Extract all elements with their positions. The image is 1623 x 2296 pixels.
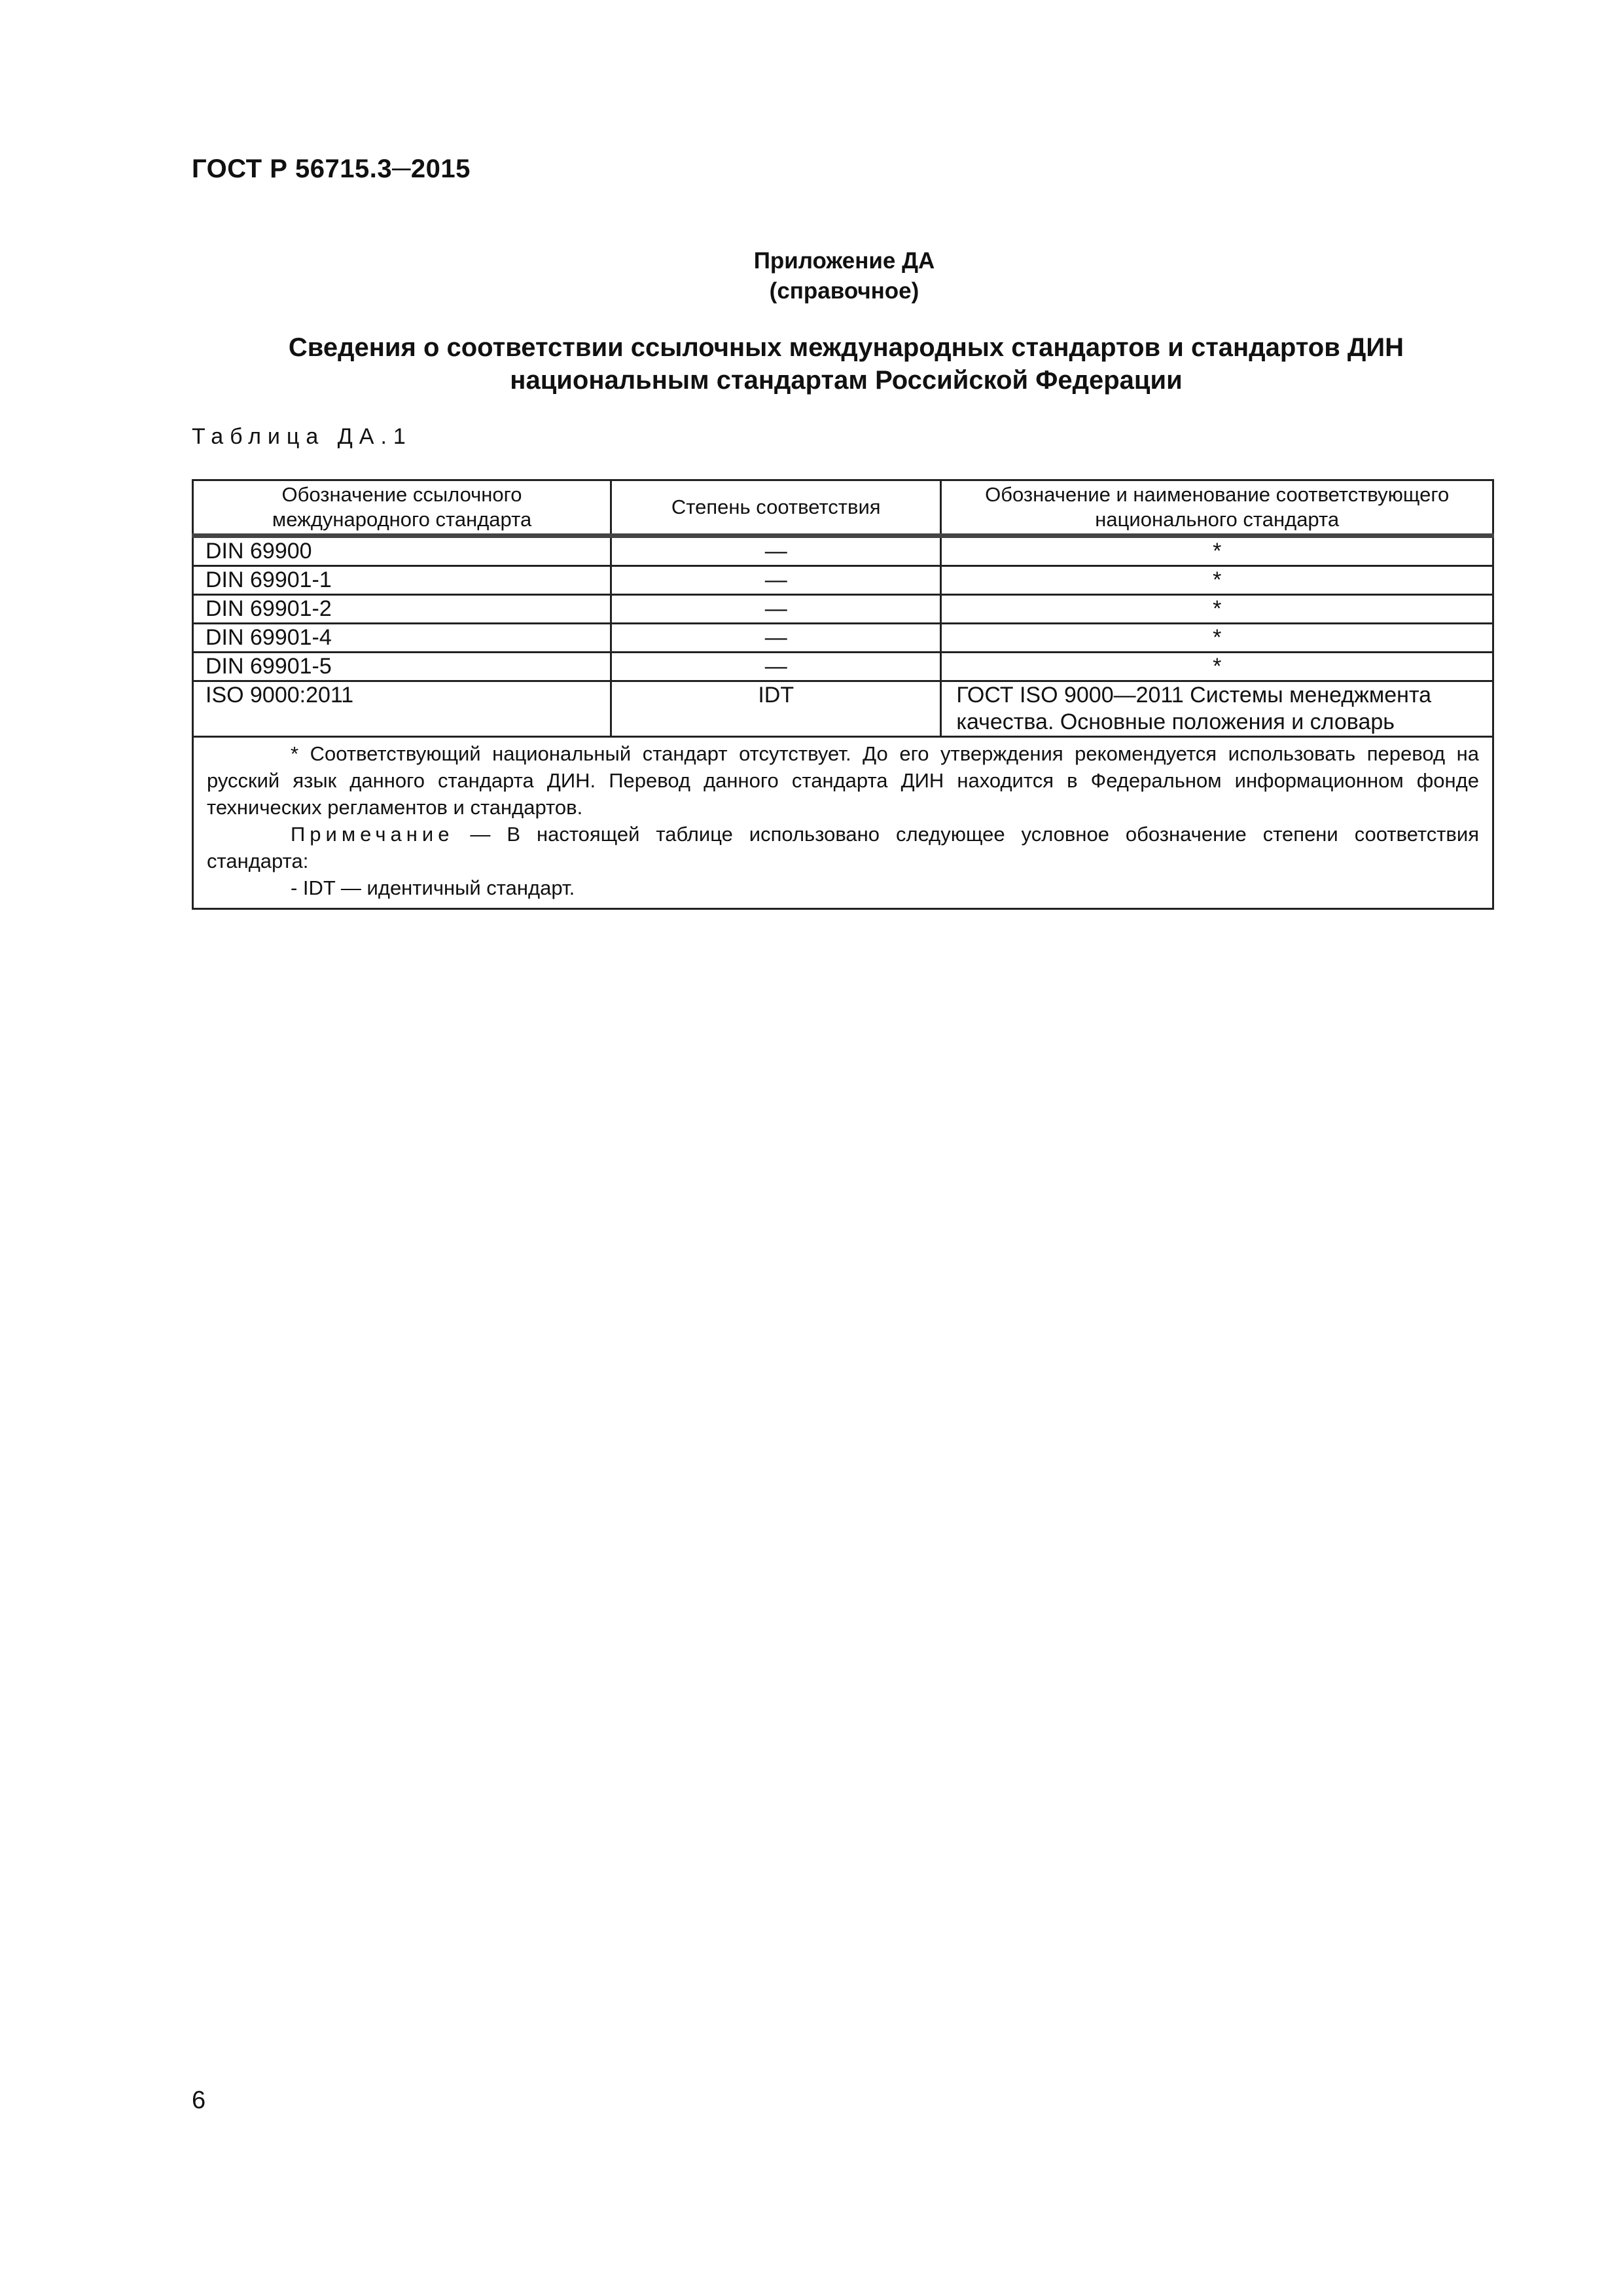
page-title-line-2: национальным стандартам Российской Федерации [510,366,1183,395]
table-row [193,624,1493,653]
annex-heading [0,246,1623,306]
note-item: - IDT — идентичный стандарт. [291,876,575,899]
national-standard-cell: * [941,624,1493,653]
document-code: ГОСТ Р 56715.3─2015 [192,154,471,183]
annex-title: Приложение ДА [753,248,935,274]
national-standard-cell: * [941,595,1493,624]
reference-standard-cell: DIN 69901-4 [193,624,611,653]
table-header-row [193,480,1493,536]
degree-cell: — [611,653,941,681]
page-title [192,331,1501,397]
column-header-national: Обозначение и наименование соответствующего национального стандарта [941,480,1493,536]
national-standard-cell: * [941,566,1493,595]
correspondence-table [192,479,1494,910]
column-header-degree: Степень соответствия [611,480,941,536]
table-caption: Таблица ДА.1 [192,424,412,449]
annex-subtitle: (справочное) [769,278,919,304]
table-row [193,566,1493,595]
degree-cell: — [611,624,941,653]
degree-cell: — [611,566,941,595]
reference-standard-cell: ISO 9000:2011 [193,681,611,737]
national-standard-cell: * [941,653,1493,681]
reference-standard-cell: DIN 69901-1 [193,566,611,595]
table-row [193,681,1493,737]
degree-cell: — [611,536,941,566]
table-row [193,653,1493,681]
page-number: 6 [192,2087,206,2114]
note-text: — В настоящей таблице использовано следующее условное обозначение степени соответствия стандарта: [207,823,1479,872]
table-footnote: * Соответствующий национальный стандарт отсутствует. До его утверждения рекомендуется использовать перевод на русский язык данного стандарта ДИН. Перевод данного стандарта ДИН находится в Федеральном информационном фонде технических регламентов и стандартов. [207,742,1479,819]
column-header-reference: Обозначение ссылочного международного стандарта [193,480,611,536]
degree-cell: IDT [611,681,941,737]
degree-cell: — [611,595,941,624]
reference-standard-cell: DIN 69901-5 [193,653,611,681]
note-label: Примечание [291,823,454,846]
table-row [193,595,1493,624]
page-title-line-1: Сведения о соответствии ссылочных международных стандартов и стандартов ДИН [288,333,1404,362]
national-standard-cell: ГОСТ ISO 9000—2011 Системы менеджмента качества. Основные положения и словарь [941,681,1493,737]
table-row [193,536,1493,566]
table-note [207,821,1479,874]
national-standard-cell: * [941,536,1493,566]
table-notes-row [193,737,1493,909]
reference-standard-cell: DIN 69901-2 [193,595,611,624]
table-notes [193,737,1493,909]
reference-standard-cell: DIN 69900 [193,536,611,566]
